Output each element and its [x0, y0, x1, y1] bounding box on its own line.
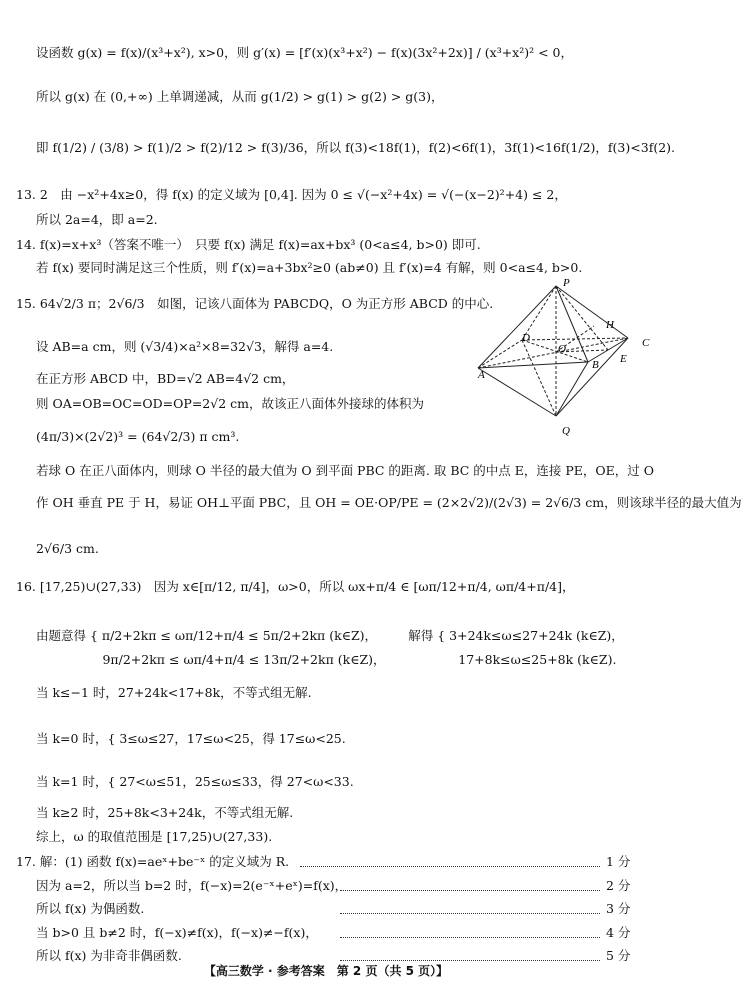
text-line: 13. 2 由 −x²+4x≥0，得 f(x) 的定义域为 [0,4]. 因为 0 ≤ √(−x²+4x) = √(−(x−2)²+4) ≤ 2，: [16, 187, 567, 202]
text-line: 即 f(1/2) / (3/8) > f(1)/2 > f(2)/12 > f(3)/36，所以 f(3)<18f(1)，f(2)<6f(1)，3f(1)<16f(1/2)，f(3)<3f(2).: [36, 140, 675, 155]
text-line: (4π/3)×(2√2)³ = (64√2/3) π cm³.: [36, 429, 240, 444]
text-line: 当 k≥2 时，25+8k<3+24k，不等式组无解.: [36, 805, 294, 820]
octahedron-figure: [478, 277, 650, 437]
solution-step: 17. 解：(1) 函数 f(x)=aeˣ+be⁻ˣ 的定义域为 R.: [16, 854, 290, 869]
solution-step: 因为 a=2，所以当 b=2 时，f(−x)=2(e⁻ˣ+eˣ)=f(x)，: [36, 878, 348, 893]
text-line: 16. [17,25)∪(27,33) 因为 x∈[π/12, π/4]，ω>0，所以 ωx+π/4 ∈ [ωπ/12+π/4, ωπ/4+π/4]，: [16, 579, 575, 594]
vertex-label: P: [563, 277, 570, 289]
dot-leader: [340, 890, 600, 891]
score-points: 4 分: [606, 925, 631, 940]
text-line: 若 f(x) 要同时满足这三个性质，则 f′(x)=a+3bx²≥0 (ab≠0) 且 f′(x)=4 有解，则 0<a≤4, b>0.: [36, 260, 583, 275]
text-line: 所以 g(x) 在 (0,+∞) 上单调递减，从而 g(1/2) > g(1) > g(2) > g(3)，: [36, 89, 444, 104]
solution-step: 所以 f(x) 为非奇非偶函数.: [36, 948, 182, 963]
vertex-label: O: [558, 343, 566, 355]
solution-step: 当 b>0 且 b≠2 时，f(−x)≠f(x)，f(−x)≠−f(x)，: [36, 925, 318, 940]
vertex-label: Q: [562, 425, 570, 437]
text-line: 当 k=1 时，{ 27<ω≤51，25≤ω≤33，得 27<ω<33.: [36, 774, 354, 789]
text-line: 15. 64√2/3 π；2√6/3 如图，记该八面体为 PABCDQ，O 为正方形 ABCD 的中心.: [16, 296, 494, 311]
vertex-label: D: [522, 332, 530, 344]
score-points: 1 分: [606, 854, 631, 869]
text-line: 14. f(x)=x+x³（答案不唯一） 只要 f(x) 满足 f(x)=ax+bx³ (0<a≤4, b>0) 即可.: [16, 237, 481, 252]
score-points: 2 分: [606, 878, 631, 893]
score-points: 3 分: [606, 901, 631, 916]
text-line: 当 k=0 时，{ 3≤ω≤27，17≤ω<25，得 17≤ω<25.: [36, 731, 346, 746]
text-line: 若球 O 在正八面体内，则球 O 半径的最大值为 O 到平面 PBC 的距离. 取 BC 的中点 E，连接 PE，OE，过 O: [36, 463, 655, 478]
text-line: 9π/2+2kπ ≤ ωπ/4+π/4 ≤ 13π/2+2kπ (k∈Z)， 17+8k≤ω≤25+8k (k∈Z).: [36, 652, 617, 667]
text-line: 作 OH 垂直 PE 于 H，易证 OH⊥平面 PBC，且 OH = OE·OP/PE = (2×2√2)/(2√3) = 2√6/3 cm，则该球半径的最大值为: [36, 495, 742, 510]
score-points: 5 分: [606, 948, 631, 963]
dot-leader: [340, 913, 600, 914]
solution-step: 所以 f(x) 为偶函数.: [36, 901, 145, 916]
text-line: 由题意得 { π/2+2kπ ≤ ωπ/12+π/4 ≤ 5π/2+2kπ (k∈Z)， 解得 { 3+24k≤ω≤27+24k (k∈Z)，: [36, 628, 624, 643]
text-line: 所以 2a=4，即 a=2.: [36, 212, 158, 227]
vertex-label: B: [592, 359, 599, 371]
vertex-label: H: [606, 319, 614, 331]
dot-leader: [340, 937, 600, 938]
dot-leader: [300, 866, 600, 867]
text-line: 当 k≤−1 时，27+24k<17+8k，不等式组无解.: [36, 685, 312, 700]
text-line: 在正方形 ABCD 中，BD=√2 AB=4√2 cm，: [36, 371, 295, 386]
page-footer: 【高三数学 · 参考答案 第 2 页（共 5 页）】: [203, 964, 449, 978]
vertex-label: C: [642, 337, 650, 349]
text-line: 设 AB=a cm，则 (√3/4)×a²×8=32√3，解得 a=4.: [36, 339, 334, 354]
vertex-label: E: [620, 353, 627, 365]
vertex-label: A: [478, 369, 485, 381]
text-line: 2√6/3 cm.: [36, 541, 99, 556]
text-line: 综上，ω 的取值范围是 [17,25)∪(27,33).: [36, 829, 273, 844]
dot-leader: [340, 960, 600, 961]
text-line: 设函数 g(x) = f(x)/(x³+x²), x>0，则 g′(x) = [f′(x)(x³+x²) − f(x)(3x²+2x)] / (x³+x²)² < 0，: [36, 45, 573, 60]
text-line: 则 OA=OB=OC=OD=OP=2√2 cm，故该正八面体外接球的体积为: [36, 396, 424, 411]
